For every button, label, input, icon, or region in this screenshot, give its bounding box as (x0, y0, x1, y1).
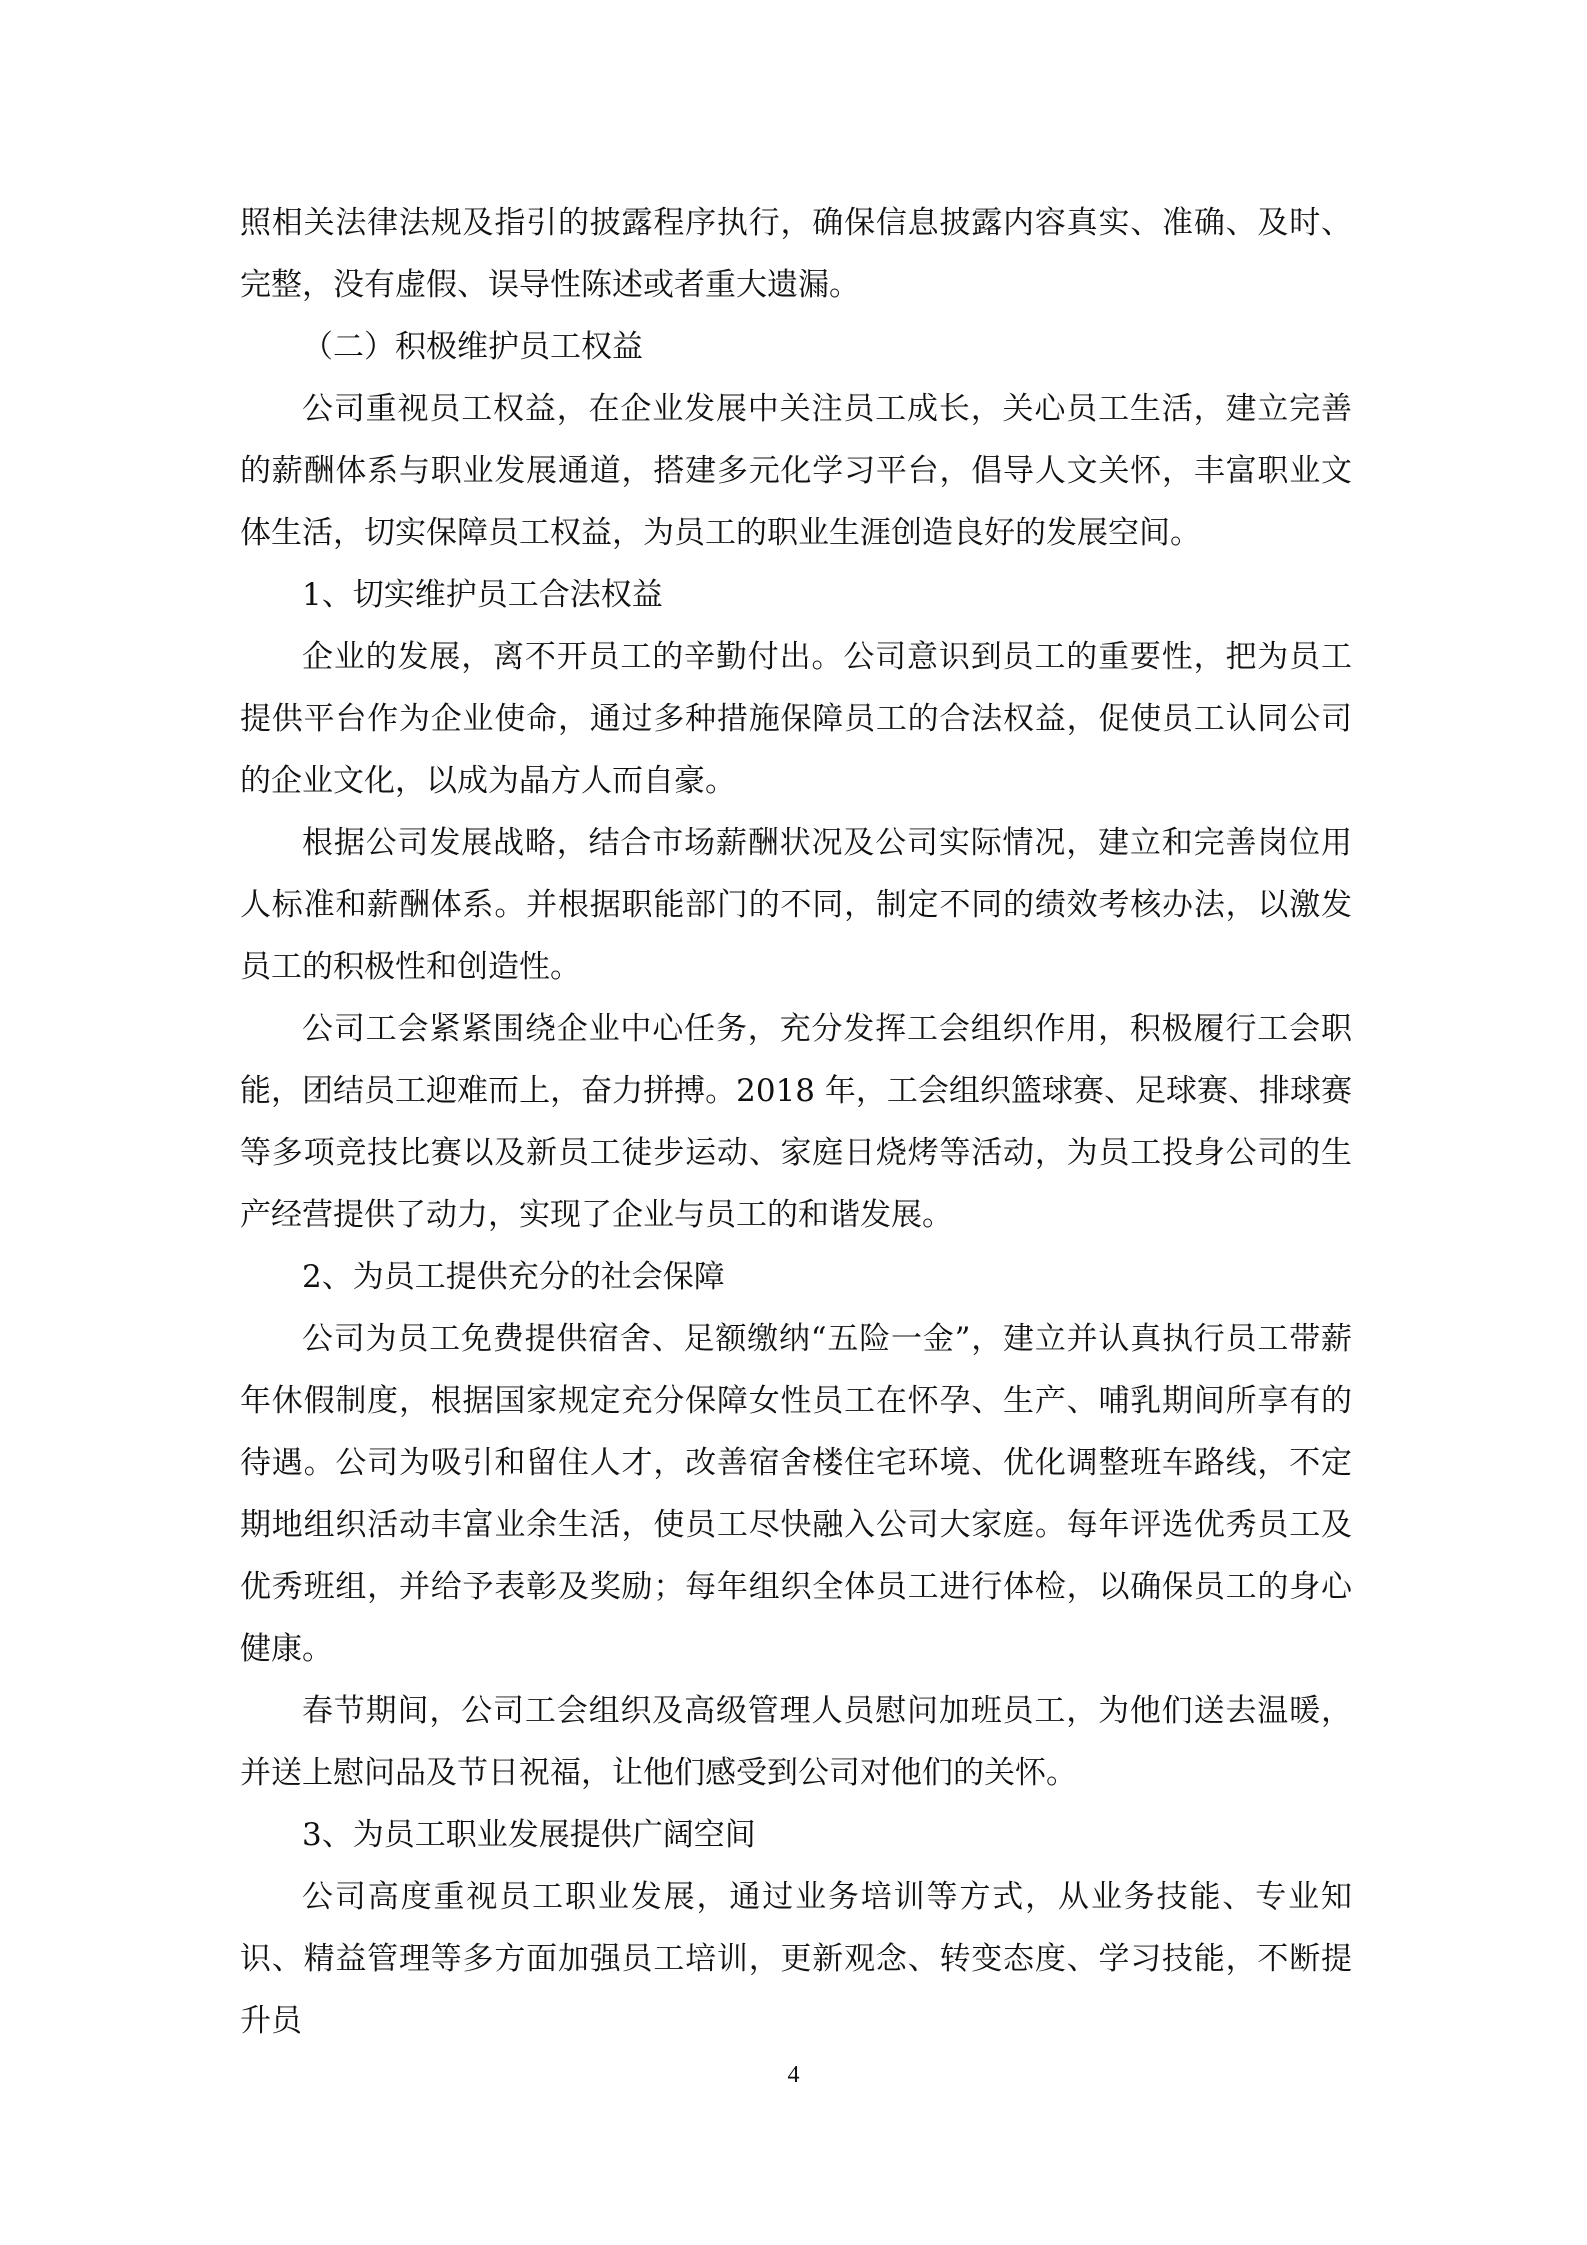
page-body (240, 192, 1352, 2052)
section-heading-employee-rights: （二）积极维护员工权益 (302, 329, 643, 365)
subheading-career-development: 3、为员工职业发展提供广阔空间 (302, 1817, 756, 1853)
paragraph-labor-union: 公司工会紧紧围绕企业中心任务，充分发挥工会组织作用，积极履行工会职能，团结员工迎难而上，奋力拼搏。2018 年，工会组织篮球赛、足球赛、排球赛等多项竞技比赛以及新员工徒步运动、家庭日烧烤等活动，为员工投身公司的生产经营提供了动力，实现了企业与员工的和谐发展。 (240, 1011, 1352, 1233)
paragraph-spring-festival: 春节期间，公司工会组织及高级管理人员慰问加班员工，为他们送去温暖，并送上慰问品及节日祝福，让他们感受到公司对他们的关怀。 (240, 1693, 1352, 1791)
paragraph-enterprise-development: 企业的发展，离不开员工的辛勤付出。公司意识到员工的重要性，把为员工提供平台作为企业使命，通过多种措施保障员工的合法权益，促使员工认同公司的企业文化，以成为晶方人而自豪。 (240, 639, 1352, 799)
paragraph-employee-rights-intro: 公司重视员工权益，在企业发展中关注员工成长，关心员工生活，建立完善的薪酬体系与职业发展通道，搭建多元化学习平台，倡导人文关怀，丰富职业文体生活，切实保障员工权益，为员工的职业生涯创造良好的发展空间。 (240, 391, 1352, 551)
paragraph-salary-system: 根据公司发展战略，结合市场薪酬状况及公司实际情况，建立和完善岗位用人标准和薪酬体系。并根据职能部门的不同，制定不同的绩效考核办法，以激发员工的积极性和创造性。 (240, 825, 1352, 985)
subheading-legal-rights: 1、切实维护员工合法权益 (302, 577, 663, 613)
paragraph-continued: 照相关法律法规及指引的披露程序执行，确保信息披露内容真实、准确、及时、完整，没有虚假、误导性陈述或者重大遗漏。 (240, 205, 1352, 303)
paragraph-training: 公司高度重视员工职业发展，通过业务培训等方式，从业务技能、专业知识、精益管理等多方面加强员工培训，更新观念、转变态度、学习技能，不断提升员 (240, 1879, 1352, 2039)
page-number: 4 (787, 2062, 800, 2088)
paragraph-benefits: 公司为员工免费提供宿舍、足额缴纳“五险一金”，建立并认真执行员工带薪年休假制度，根据国家规定充分保障女性员工在怀孕、生产、哺乳期间所享有的待遇。公司为吸引和留住人才，改善宿舍楼住宅环境、优化调整班车路线，不定期地组织活动丰富业余生活，使员工尽快融入公司大家庭。每年评选优秀员工及优秀班组，并给予表彰及奖励；每年组织全体员工进行体检，以确保员工的身心健康。 (240, 1321, 1352, 1667)
subheading-social-security: 2、为员工提供充分的社会保障 (302, 1259, 725, 1295)
